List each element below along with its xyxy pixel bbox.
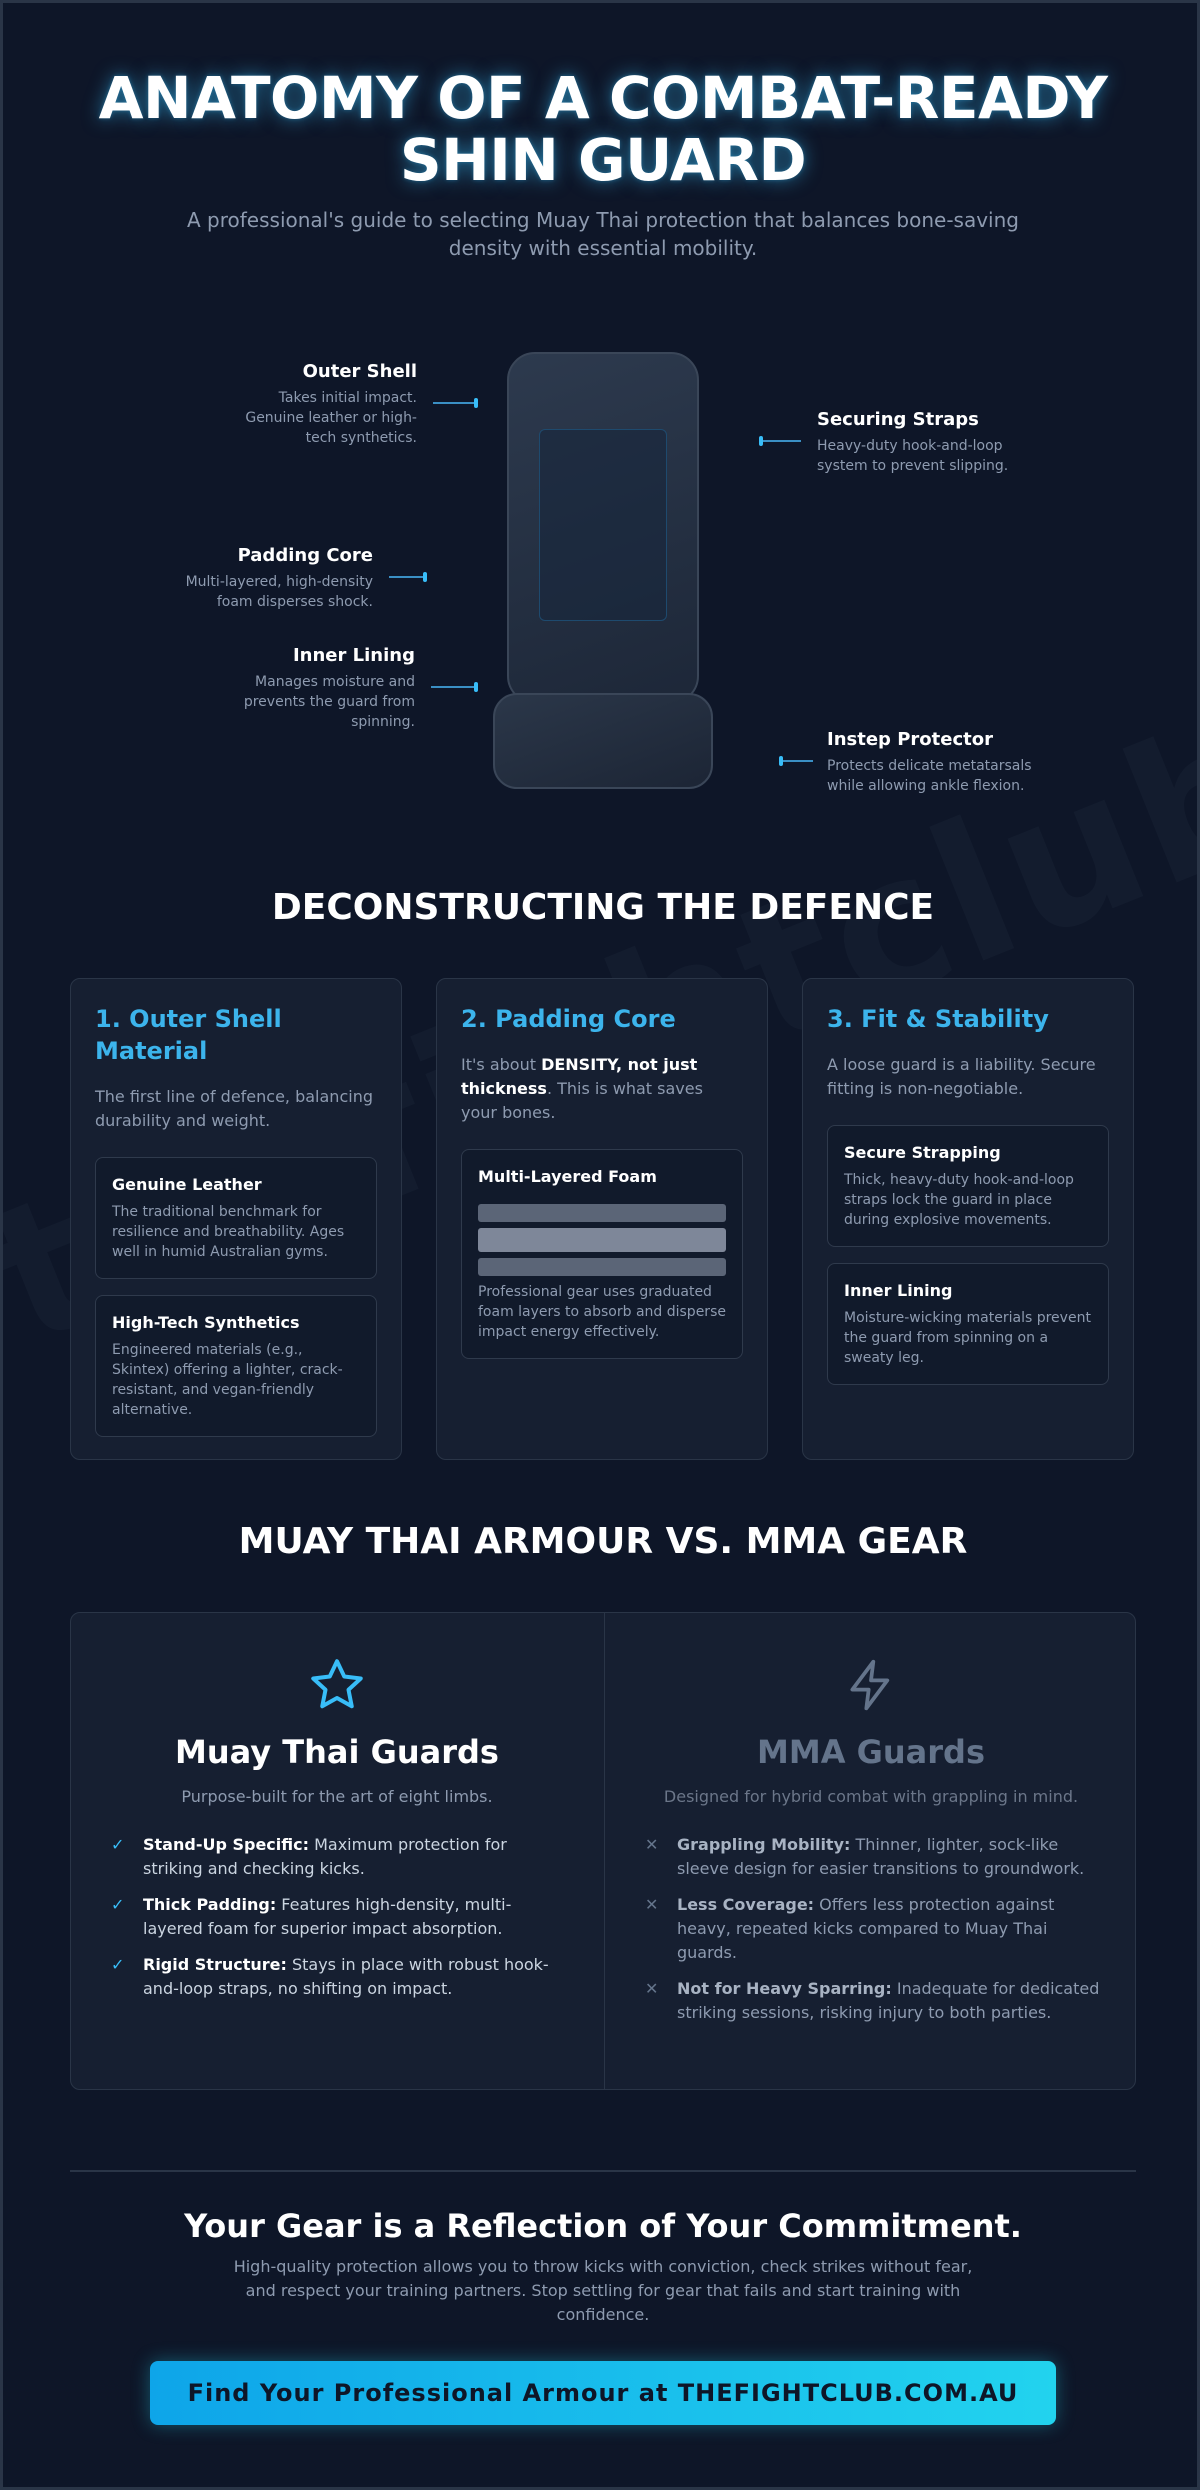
cross-icon: ✕ <box>645 1895 659 1914</box>
list-item-desc: Stays in place with robust hook-and-loop straps, no shifting on impact. <box>143 1955 549 1998</box>
comparison-title: Muay Thai Guards <box>175 1733 499 1771</box>
subcard-text: The traditional benchmark for resilience and breathability. Ages well in humid Australian gyms. <box>112 1204 345 1260</box>
page-title-line-1: ANATOMY OF A COMBAT-READY <box>98 64 1108 132</box>
subcard-title: Genuine Leather <box>112 1175 262 1194</box>
cross-icon: ✕ <box>645 1979 659 1998</box>
card-fit-stability <box>802 978 1134 1460</box>
page-title-line-2: SHIN GUARD <box>399 126 807 194</box>
page-subtitle: A professional's guide to selecting Muay Thai protection that balances bone-saving density with essential mobility. <box>187 208 1019 260</box>
shin-guard-instep <box>493 693 713 789</box>
connector-inner-lining <box>431 686 477 688</box>
comparison-subtitle: Purpose-built for the art of eight limbs. <box>181 1787 493 1806</box>
list-item <box>111 1833 571 1881</box>
card-title: 2. Padding Core <box>461 1005 676 1033</box>
label-outer-shell <box>233 360 417 448</box>
label-instep-protector <box>827 728 1057 796</box>
list-item-desc: Thinner, lighter, sock-like sleeve design for easier transitions to groundwork. <box>677 1835 1085 1878</box>
check-icon: ✓ <box>111 1895 125 1914</box>
list-item-desc: Maximum protection for striking and checking kicks. <box>143 1835 507 1878</box>
connector-padding-core <box>389 576 427 578</box>
subcard-text: Professional gear uses graduated foam layers to absorb and disperse impact energy effectively. <box>478 1284 726 1340</box>
connector-securing-straps <box>759 440 801 442</box>
card-text-post: . This is what saves your bones. <box>461 1079 703 1122</box>
list-item-label: Not for Heavy Sparring: <box>677 1979 892 1998</box>
connector-dot-inner-lining <box>474 682 478 692</box>
card-text: The first line of defence, balancing durability and weight. <box>95 1087 373 1130</box>
list-item-desc: Features high-density, multi-layered foam for superior impact absorption. <box>143 1895 512 1938</box>
label-inner-lining <box>233 644 415 732</box>
label-securing-straps-desc: Heavy-duty hook-and-loop system to prevent slipping. <box>817 438 1009 474</box>
label-securing-straps <box>817 408 1037 476</box>
list-item-text <box>677 1833 1105 1881</box>
card-padding-core <box>436 978 768 1460</box>
check-icon: ✓ <box>111 1835 125 1854</box>
foam-layer <box>478 1258 726 1276</box>
list-item-text <box>677 1893 1105 1965</box>
subcard-title: Multi-Layered Foam <box>478 1167 657 1186</box>
subcard-text: Thick, heavy-duty hook-and-loop straps lock the guard in place during explosive movements. <box>844 1172 1074 1228</box>
card-outer-shell-material <box>70 978 402 1460</box>
connector-dot-outer-shell <box>474 398 478 408</box>
card-title: 1. Outer Shell Material <box>95 1005 282 1065</box>
card-text: A loose guard is a liability. Secure fitting is non-negotiable. <box>827 1055 1096 1098</box>
subcard-text: Moisture-wicking materials prevent the guard from spinning on a sweaty leg. <box>844 1310 1091 1366</box>
subcard-multi-layered-foam <box>461 1149 743 1359</box>
comparison-mma <box>604 1613 1136 2090</box>
list-item <box>111 1953 571 2001</box>
list-item <box>645 1893 1105 1965</box>
subcard-secure-strapping <box>827 1125 1109 1247</box>
subcard-inner-lining <box>827 1263 1109 1385</box>
section-heading-deconstructing: DECONSTRUCTING THE DEFENCE <box>271 887 935 928</box>
comparison-muay-thai <box>71 1613 603 2090</box>
page-title <box>3 64 1200 194</box>
list-item <box>645 1977 1105 2025</box>
subcard-title: High-Tech Synthetics <box>112 1313 300 1332</box>
list-item-text <box>143 1953 571 2001</box>
cross-icon: ✕ <box>645 1835 659 1854</box>
comparison-subtitle: Designed for hybrid combat with grappling in mind. <box>663 1787 1079 1806</box>
list-item-label: Grappling Mobility: <box>677 1835 851 1854</box>
subcard-genuine-leather <box>95 1157 377 1279</box>
connector-dot-instep-protector <box>779 756 783 766</box>
label-padding-core-title: Padding Core <box>237 545 373 566</box>
label-outer-shell-title: Outer Shell <box>302 361 417 382</box>
card-text <box>461 1053 743 1125</box>
list-item-desc: Offers less protection against heavy, repeated kicks compared to Muay Thai guards. <box>677 1895 1055 1962</box>
connector-dot-securing-straps <box>759 436 763 446</box>
list-item <box>645 1833 1105 1881</box>
card-text-emphasis: DENSITY, not just thickness <box>461 1055 698 1098</box>
list-item-label: Stand-Up Specific: <box>143 1835 310 1854</box>
label-inner-lining-desc: Manages moisture and prevents the guard from spinning. <box>243 674 415 730</box>
list-item-text <box>143 1893 571 1941</box>
subcard-title: Inner Lining <box>844 1281 953 1300</box>
comparison-list <box>645 1833 1105 2037</box>
check-icon: ✓ <box>111 1955 125 1974</box>
comparison-list <box>111 1833 571 2013</box>
shin-guard-padding-panel <box>539 429 667 621</box>
comparison-title: MMA Guards <box>757 1733 985 1771</box>
list-item-label: Thick Padding: <box>143 1895 277 1914</box>
cta-button[interactable]: Find Your Professional Armour at THEFIGHTCLUB.COM.AU <box>150 2361 1056 2425</box>
comparison-table <box>70 1612 1136 2090</box>
label-padding-core-desc: Multi-layered, high-density foam disperses shock. <box>185 574 373 610</box>
list-item-text <box>143 1833 571 1881</box>
label-inner-lining-title: Inner Lining <box>292 645 415 666</box>
card-text-pre: It's about <box>461 1055 542 1074</box>
subcard-text: Engineered materials (e.g., Skintex) offering a lighter, crack-resistant, and vegan-friendly alternative. <box>112 1342 343 1418</box>
list-item-label: Less Coverage: <box>677 1895 815 1914</box>
card-title: 3. Fit & Stability <box>827 1005 1049 1033</box>
connector-outer-shell <box>433 402 477 404</box>
subcard-high-tech-synthetics <box>95 1295 377 1437</box>
label-securing-straps-title: Securing Straps <box>817 409 979 430</box>
foam-layer <box>478 1204 726 1222</box>
label-padding-core <box>173 544 373 612</box>
list-item <box>111 1893 571 1941</box>
star-icon <box>71 1655 603 1719</box>
list-item-desc: Inadequate for dedicated striking sessions, risking injury to both parties. <box>677 1979 1100 2022</box>
label-instep-protector-title: Instep Protector <box>827 729 993 750</box>
connector-instep-protector <box>779 760 813 762</box>
list-item-label: Rigid Structure: <box>143 1955 287 1974</box>
cta-text: High-quality protection allows you to throw kicks with conviction, check strikes without fear, and respect your training partners. Stop settling for gear that fails and start training with confidence. <box>233 2257 973 2324</box>
list-item-text <box>677 1977 1105 2025</box>
foam-layers-illustration <box>478 1204 726 1276</box>
subcard-title: Secure Strapping <box>844 1143 1001 1162</box>
foam-layer <box>478 1228 726 1252</box>
connector-dot-padding-core <box>423 572 427 582</box>
section-divider <box>70 2170 1136 2172</box>
section-heading-comparison: MUAY THAI ARMOUR VS. MMA GEAR <box>238 1521 968 1562</box>
cta-title: Your Gear is a Reflection of Your Commitment. <box>184 2207 1022 2245</box>
label-instep-protector-desc: Protects delicate metatarsals while allowing ankle flexion. <box>827 758 1032 794</box>
lightning-bolt-icon <box>605 1655 1136 1719</box>
label-outer-shell-desc: Takes initial impact. Genuine leather or high-tech synthetics. <box>245 390 417 446</box>
